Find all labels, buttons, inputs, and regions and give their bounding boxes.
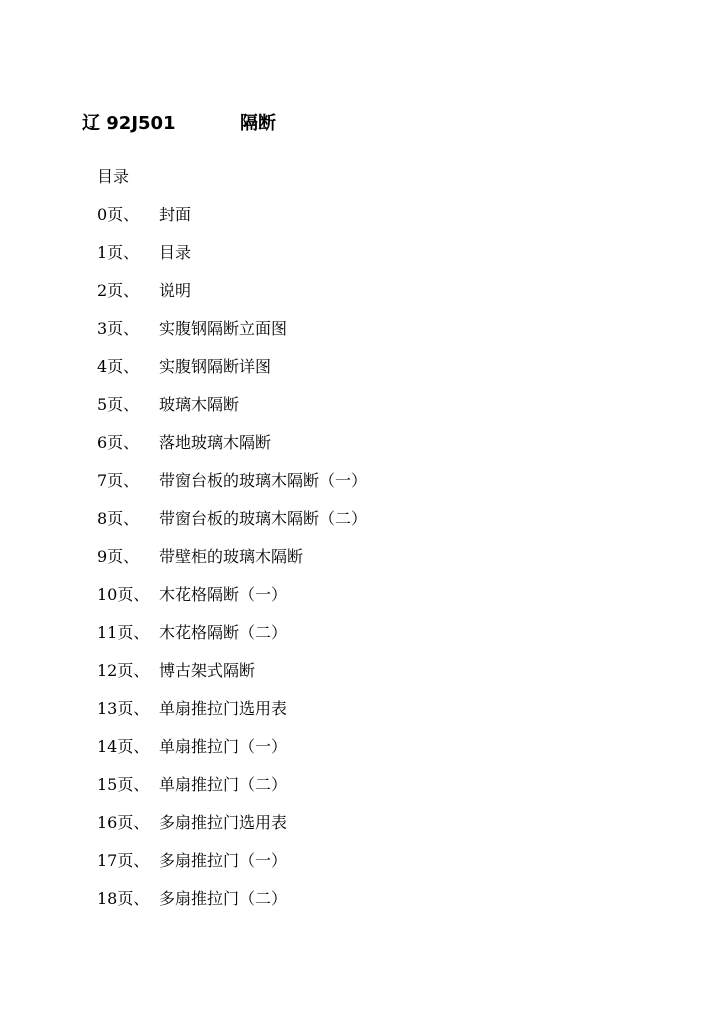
toc-page-number: 11页、 (97, 623, 150, 642)
table-of-contents (97, 203, 657, 925)
document-title: 隔断 (240, 113, 276, 134)
toc-page-number: 8页、 (97, 509, 140, 528)
toc-item (97, 507, 657, 545)
toc-page-number: 17页、 (97, 851, 150, 870)
toc-item (97, 317, 657, 355)
toc-item (97, 241, 657, 279)
toc-entry-title: 带窗台板的玻璃木隔断（二） (159, 509, 368, 528)
toc-item (97, 697, 657, 735)
toc-page-number: 16页、 (97, 813, 150, 832)
toc-item (97, 735, 657, 773)
toc-page-number: 7页、 (97, 471, 140, 490)
toc-entry-title: 木花格隔断（一） (159, 585, 288, 604)
toc-item (97, 393, 657, 431)
toc-heading: 目录 (97, 167, 130, 186)
standard-code: 辽 92J501 (82, 113, 176, 134)
toc-entry-title: 多扇推拉门选用表 (159, 813, 288, 832)
toc-page-number: 5页、 (97, 395, 140, 414)
toc-page-number: 10页、 (97, 585, 150, 604)
toc-page-number: 3页、 (97, 319, 140, 338)
toc-item (97, 659, 657, 697)
toc-entry-title: 玻璃木隔断 (159, 395, 240, 414)
toc-item (97, 773, 657, 811)
toc-page-number: 0页、 (97, 205, 140, 224)
toc-entry-title: 博古架式隔断 (159, 661, 256, 680)
toc-page-number: 1页、 (97, 243, 140, 262)
toc-entry-title: 单扇推拉门（一） (159, 737, 288, 756)
toc-entry-title: 多扇推拉门（二） (159, 889, 288, 908)
toc-entry-title: 单扇推拉门选用表 (159, 699, 288, 718)
toc-page-number: 2页、 (97, 281, 140, 300)
toc-page-number: 12页、 (97, 661, 150, 680)
toc-page-number: 15页、 (97, 775, 150, 794)
toc-item (97, 469, 657, 507)
toc-page-number: 4页、 (97, 357, 140, 376)
toc-entry-title: 实腹钢隔断立面图 (159, 319, 288, 338)
document-header (82, 110, 642, 138)
toc-entry-title: 带壁柜的玻璃木隔断 (159, 547, 304, 566)
toc-entry-title: 实腹钢隔断详图 (159, 357, 272, 376)
toc-item (97, 849, 657, 887)
toc-item (97, 355, 657, 393)
toc-item (97, 811, 657, 849)
toc-entry-title: 多扇推拉门（一） (159, 851, 288, 870)
toc-page-number: 9页、 (97, 547, 140, 566)
toc-page-number: 6页、 (97, 433, 140, 452)
toc-item (97, 621, 657, 659)
toc-item (97, 203, 657, 241)
toc-item (97, 583, 657, 621)
toc-entry-title: 木花格隔断（二） (159, 623, 288, 642)
toc-item (97, 431, 657, 469)
toc-item (97, 887, 657, 925)
toc-entry-title: 说明 (159, 281, 192, 300)
toc-item (97, 545, 657, 583)
toc-page-number: 18页、 (97, 889, 150, 908)
toc-item (97, 279, 657, 317)
toc-page-number: 13页、 (97, 699, 150, 718)
toc-entry-title: 单扇推拉门（二） (159, 775, 288, 794)
toc-entry-title: 封面 (159, 205, 192, 224)
toc-entry-title: 落地玻璃木隔断 (159, 433, 272, 452)
toc-page-number: 14页、 (97, 737, 150, 756)
toc-entry-title: 带窗台板的玻璃木隔断（一） (159, 471, 368, 490)
toc-entry-title: 目录 (159, 243, 192, 262)
